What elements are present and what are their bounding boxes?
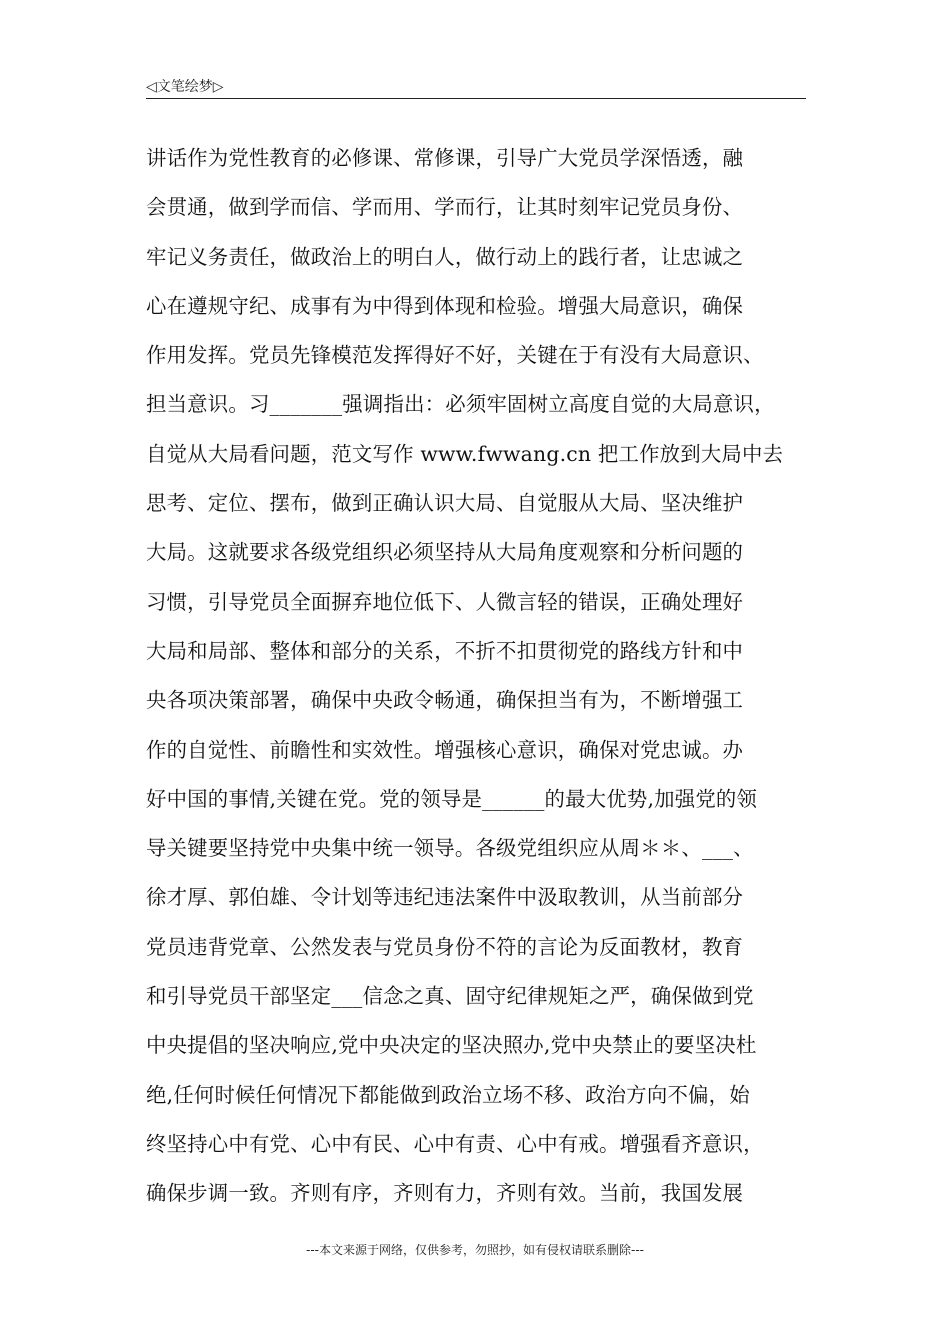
body-line: 担当意识。习_______强调指出：必须牢固树立高度自觉的大局意识， — [146, 392, 775, 417]
body-line: 习惯，引导党员全面摒弃地位低下、人微言轻的错误，正确处理好 — [146, 589, 744, 614]
body-line: 徐才厚、郭伯雄、令计划等违纪违法案件中汲取教训，从当前部分 — [146, 885, 744, 910]
body-line: 导关键要坚持党中央集中统一领导。各级党组织应从周＊＊、___、 — [146, 836, 754, 861]
body-line: 中央提倡的坚决响应,党中央决定的坚决照办,党中央禁止的要坚决杜 — [146, 1033, 757, 1058]
body-line: 思考、定位、摆布，做到正确认识大局、自觉服从大局、坚决维护 — [146, 491, 744, 516]
body-line: 党员违背党章、公然发表与党员身份不符的言论为反面教材，教育 — [146, 934, 744, 959]
body-line: 作用发挥。党员先锋模范发挥得好不好，关键在于有没有大局意识、 — [146, 343, 764, 368]
body-line: 作的自觉性、前瞻性和实效性。增强核心意识，确保对党忠诚。办 — [146, 737, 744, 762]
body-line: 央各项决策部署，确保中央政令畅通，确保担当有为，不断增强工 — [146, 688, 744, 713]
body-line: 确保步调一致。齐则有序，齐则有力，齐则有效。当前，我国发展 — [146, 1181, 744, 1206]
body-line: 会贯通，做到学而信、学而用、学而行，让其时刻牢记党员身份、 — [146, 195, 744, 220]
body-line: 自觉从大局看问题，范文写作 www.fwwang.cn 把工作放到大局中去 — [146, 441, 784, 466]
body-line: 心在遵规守纪、成事有为中得到体现和检验。增强大局意识，确保 — [146, 293, 744, 318]
body-line: 好中国的事情,关键在党。党的领导是______的最大优势,加强党的领 — [146, 786, 758, 811]
page-header — [146, 74, 806, 99]
body-line: 大局。这就要求各级党组织必须坚持从大局角度观察和分析问题的 — [146, 540, 744, 565]
header-title: ◁文笔绘梦▷ — [146, 79, 224, 95]
body-line: 绝,任何时候任何情况下都能做到政治立场不移、政治方向不偏，始 — [146, 1082, 750, 1107]
body-line: 终坚持心中有党、心中有民、心中有责、心中有戒。增强看齐意识， — [146, 1131, 764, 1156]
body-line: 讲话作为党性教育的必修课、常修课，引导广大党员学深悟透，融 — [146, 146, 744, 170]
body-line: 牢记义务责任，做政治上的明白人，做行动上的践行者，让忠诚之 — [146, 244, 744, 269]
document-body — [146, 134, 816, 1219]
body-line: 和引导党员干部坚定___信念之真、固守纪律规矩之严，确保做到党 — [146, 984, 754, 1009]
page-footer: ---本文来源于网络，仅供参考，勿照抄，如有侵权请联系删除--- — [306, 1243, 644, 1257]
body-line: 大局和局部、整体和部分的关系，不折不扣贯彻党的路线方针和中 — [146, 638, 744, 663]
